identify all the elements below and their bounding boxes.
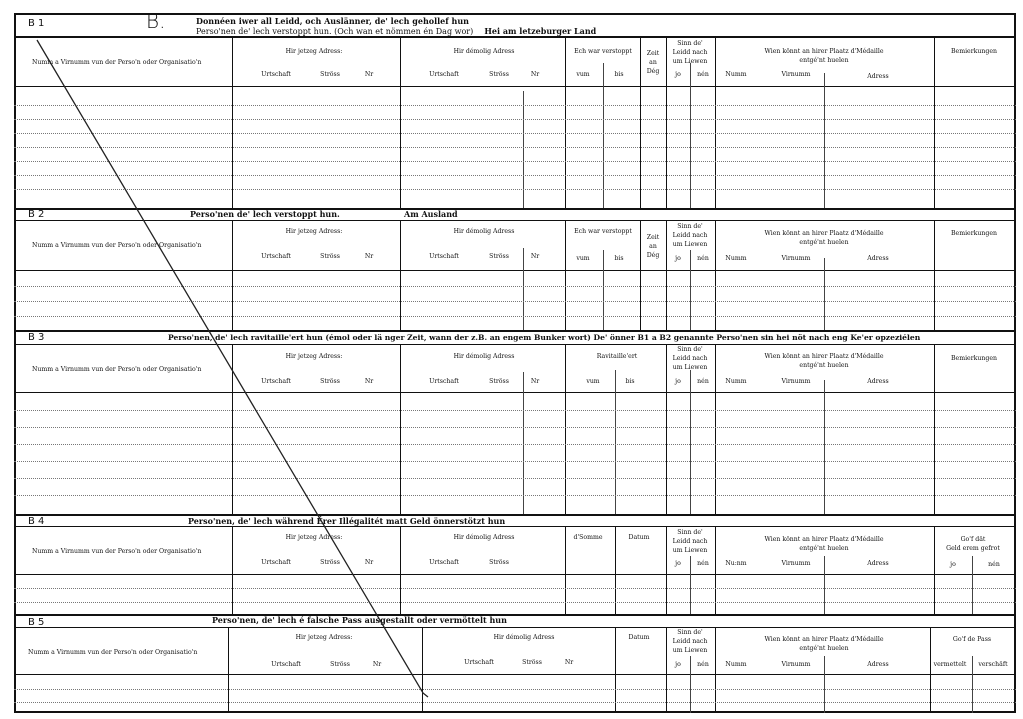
- col-to: bis: [614, 255, 624, 262]
- col-current-address: Hir jetzeg Adress:: [285, 48, 343, 55]
- col-time-l3: Dég: [646, 252, 660, 259]
- col-stross-former: Ströss: [489, 559, 509, 566]
- col-alive-l1: Sinn de': [677, 629, 703, 636]
- col-time-l2: an: [649, 243, 657, 250]
- col-nr-former: Nr: [530, 71, 540, 78]
- col-medal-name: Numm: [725, 71, 747, 78]
- col-alive-l2: Leidd nach: [672, 232, 708, 239]
- col-from: vum: [576, 71, 590, 78]
- col-nr-former: Nr: [530, 253, 540, 260]
- col-yes: jo: [675, 560, 681, 567]
- col-nr-former: Nr: [530, 378, 540, 385]
- col-current-address: Hir jetzeg Adress:: [285, 534, 343, 541]
- section-code: B 2: [28, 209, 45, 220]
- col-alive-l1: Sinn de': [677, 40, 703, 47]
- col-time-l2: an: [649, 59, 657, 66]
- col-urtschaft-former: Urtschaft: [429, 559, 459, 566]
- col-name: Numm a Virnumm vun der Perso'n oder Organisatio'n: [28, 649, 198, 656]
- col-former-address: Hir démolig Adress: [453, 534, 515, 541]
- col-alive-l3: um Liewen: [672, 241, 708, 248]
- col-name: Numm a Virnumm vun der Perso'n oder Organisatio'n: [32, 366, 202, 373]
- col-urtschaft: Urtschaft: [261, 253, 291, 260]
- col-nr: Nr: [364, 559, 374, 566]
- col-money-back-l2: Geld erem gefrot: [946, 545, 1000, 552]
- col-alive-l3: um Liewen: [672, 547, 708, 554]
- col-stross-former: Ströss: [489, 378, 509, 385]
- col-medal-firstname: Virnumm: [781, 378, 811, 385]
- col-money-back-l1: Go'f dät: [960, 536, 986, 543]
- form-letter: B.: [146, 9, 166, 33]
- col-alive-l1: Sinn de': [677, 529, 703, 536]
- col-nr: Nr: [364, 253, 374, 260]
- col-nr: Nr: [372, 661, 382, 668]
- col-urtschaft: Urtschaft: [271, 661, 301, 668]
- col-remarks: Bemierkungen: [950, 48, 998, 55]
- col-medal-name: Numm: [725, 661, 747, 668]
- col-medal-firstname: Virnumm: [781, 255, 811, 262]
- col-alive-l2: Leidd nach: [672, 638, 708, 645]
- col-alive-l2: Leidd nach: [672, 355, 708, 362]
- col-time-l1: Zeit: [646, 50, 660, 57]
- col-money-back-yes: jo: [950, 561, 956, 568]
- col-former-address: Hir démolig Adress: [493, 634, 555, 641]
- col-to: bis: [614, 71, 624, 78]
- col-current-address: Hir jetzeg Adress:: [295, 634, 353, 641]
- col-medal-l1: Wien könnt an hirer Plaatz d'Médaille: [764, 536, 884, 543]
- col-medal-name: Numm: [725, 378, 747, 385]
- col-medal-l1: Wien könnt an hirer Plaatz d'Médaille: [764, 230, 884, 237]
- section-code: B 1: [28, 18, 45, 29]
- section-title: Perso'nen, de' lech ravitaille'ert hun (émol oder lä nger Zeit, wann der z.B. an engem Bunker wort) De' önner B1 a B2 genannte Perso'nen sin hei nöt nach eng Ke'er opzeziélen: [168, 333, 921, 342]
- col-former-address: Hir démolig Adress: [453, 228, 515, 235]
- col-yes: jo: [675, 255, 681, 262]
- col-stross: Ströss: [330, 661, 350, 668]
- col-medal-l2: entgé'nt huelen: [799, 57, 849, 64]
- col-stross-former: Ströss: [522, 659, 542, 666]
- col-date: Datum: [628, 534, 650, 541]
- col-urtschaft: Urtschaft: [261, 559, 291, 566]
- section-code: B 3: [28, 332, 45, 343]
- col-no: nén: [697, 661, 709, 668]
- col-former-address: Hir démolig Adress: [453, 353, 515, 360]
- col-alive-l1: Sinn de': [677, 223, 703, 230]
- col-medal-firstname: Virnumm: [781, 560, 811, 567]
- col-medal-l1: Wien könnt an hirer Plaatz d'Médaille: [764, 636, 884, 643]
- col-from: vum: [586, 378, 600, 385]
- col-nr-former: Nr: [564, 659, 574, 666]
- section-title: Perso'nen, de' lech é falsche Pass ausgestallt oder vermöttelt hun: [212, 615, 507, 625]
- col-stross: Ströss: [320, 71, 340, 78]
- col-urtschaft-former: Urtschaft: [429, 253, 459, 260]
- col-medal-firstname: Virnumm: [781, 71, 811, 78]
- col-medal-address: Adress: [867, 255, 889, 262]
- col-medal-l2: entgé'nt huelen: [799, 645, 849, 652]
- col-supplied: Ravitaille'ert: [596, 353, 638, 360]
- col-medal-l2: entgé'nt huelen: [799, 545, 849, 552]
- col-no: nén: [697, 378, 709, 385]
- col-medal-l2: entgé'nt huelen: [799, 362, 849, 369]
- col-name: Numm a Virnumm vun der Perso'n oder Organisatio'n: [32, 548, 202, 555]
- col-medal-address: Adress: [867, 560, 889, 567]
- col-current-address: Hir jetzeg Adress:: [285, 228, 343, 235]
- col-alive-l2: Leidd nach: [672, 49, 708, 56]
- col-alive-l1: Sinn de': [677, 346, 703, 353]
- form-title-place: Hei am letzeburger Land: [484, 26, 597, 36]
- col-pass-mediated: vermettelt: [933, 661, 967, 668]
- col-time-l3: Dég: [646, 68, 660, 75]
- col-medal-l1: Wien könnt an hirer Plaatz d'Médaille: [764, 48, 884, 55]
- col-alive-l3: um Liewen: [672, 647, 708, 654]
- col-remarks: Bemierkungen: [950, 355, 998, 362]
- col-urtschaft-former: Urtschaft: [429, 71, 459, 78]
- col-pass-provided: verschäft: [978, 661, 1008, 668]
- col-alive-l3: um Liewen: [672, 364, 708, 371]
- col-remarks: Bemierkungen: [950, 230, 998, 237]
- col-to: bis: [625, 378, 635, 385]
- section-code: B 4: [28, 516, 45, 527]
- col-name: Numm a Virnumm vun der Perso'n oder Organisatio'n: [32, 242, 202, 249]
- col-stross-former: Ströss: [489, 253, 509, 260]
- form-title-line1: Donnéen iwer all Leidd, och Auslänner, de' lech gehollef hun: [196, 16, 469, 26]
- col-name: Numm a Virnumm vun der Perso'n oder Organisatio'n: [32, 59, 202, 66]
- col-urtschaft: Urtschaft: [261, 71, 291, 78]
- col-nr: Nr: [364, 71, 374, 78]
- section-title: Perso'nen de' lech verstoppt hun.: [190, 209, 340, 219]
- col-medal-address: Adress: [867, 73, 889, 80]
- col-stross: Ströss: [320, 378, 340, 385]
- col-no: nén: [697, 71, 709, 78]
- col-urtschaft-former: Urtschaft: [429, 378, 459, 385]
- section-title: Perso'nen, de' lech während Ërer Illégalitét matt Geld önnerstötzt hun: [188, 516, 506, 526]
- col-yes: jo: [675, 378, 681, 385]
- col-medal-address: Adress: [867, 661, 889, 668]
- col-yes: jo: [675, 661, 681, 668]
- form-title-hidden: Perso'nen de' lech verstoppt hun. (Och wan et nömmen én Dag wor): [196, 27, 474, 36]
- section-subtitle: Am Ausland: [404, 209, 458, 219]
- col-date: Datum: [628, 634, 650, 641]
- col-hidden: Ech war verstoppt: [574, 48, 632, 55]
- col-former-address: Hir démolig Adress: [453, 48, 515, 55]
- col-medal-l1: Wien könnt an hirer Plaatz d'Médaille: [764, 353, 884, 360]
- col-medal-l2: entgé'nt huelen: [799, 239, 849, 246]
- col-yes: jo: [675, 71, 681, 78]
- col-stross-former: Ströss: [489, 71, 509, 78]
- col-alive-l3: um Liewen: [672, 58, 708, 65]
- col-medal-firstname: Virnumm: [781, 661, 811, 668]
- col-money-back-no: nén: [988, 561, 1000, 568]
- col-alive-l2: Leidd nach: [672, 538, 708, 545]
- col-medal-address: Adress: [867, 378, 889, 385]
- col-medal-name: Nu:nm: [725, 560, 747, 567]
- section-code: B 5: [28, 617, 45, 628]
- col-stross: Ströss: [320, 253, 340, 260]
- col-pass: Go'f de Pass: [952, 636, 992, 643]
- col-hidden: Ech war verstoppt: [574, 228, 632, 235]
- col-medal-name: Numm: [725, 255, 747, 262]
- col-from: vum: [576, 255, 590, 262]
- col-time-l1: Zeit: [646, 234, 660, 241]
- col-nr: Nr: [364, 378, 374, 385]
- col-urtschaft: Urtschaft: [261, 378, 291, 385]
- col-current-address: Hir jetzeg Adress:: [285, 353, 343, 360]
- col-no: nén: [697, 560, 709, 567]
- col-stross: Ströss: [320, 559, 340, 566]
- col-urtschaft-former: Urtschaft: [464, 659, 494, 666]
- col-sum: d'Somme: [573, 534, 603, 541]
- col-no: nén: [697, 255, 709, 262]
